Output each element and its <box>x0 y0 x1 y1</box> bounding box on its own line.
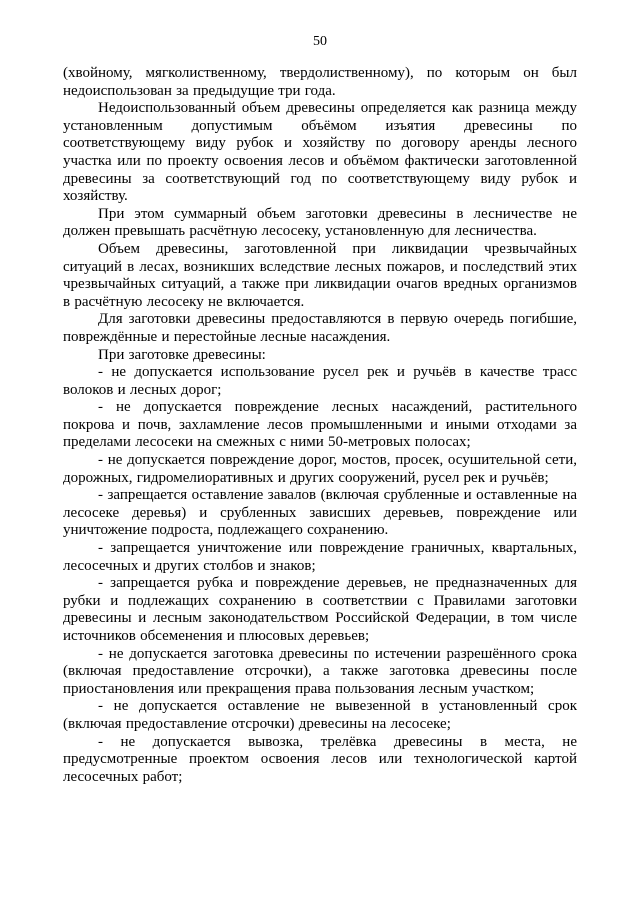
paragraph: При этом суммарный объем заготовки древесины в лесничестве не должен превышать расчётную лесосеку, установленную для лесничества. <box>63 205 577 240</box>
paragraph: Недоиспользованный объем древесины определяется как разница между установленным допустимым объёмом изъятия древесины по соответствующему виду рубок и хозяйству по договору аренды лесного участка или по проекту освоения лесов и объёмом фактически заготовленной древесины за соответствующий год по соответствующему виду рубок и хозяйству. <box>63 100 577 205</box>
page-number: 50 <box>313 34 327 49</box>
list-item: - запрещается оставление завалов (включая срубленные и оставленные на лесосеке деревья) и срубленных зависших деревьев, повреждение или уничтожение подроста, подлежащего сохранению. <box>63 487 577 539</box>
list-item: - не допускается вывозка, трелёвка древесины в места, не предусмотренные проектом освоения лесов или технологической картой лесосечных работ; <box>63 733 577 785</box>
list-item: - запрещается рубка и повреждение деревьев, не предназначенных для рубки и подлежащих сохранению в соответствии с Правилами заготовки древесины и лесным законодательством Российской Федерации, в том числе источников обсеменения и плюсовых деревьев; <box>63 575 577 644</box>
paragraph: (хвойному, мягколиственному, твердолиственному), по которым он был недоиспользован за предыдущие три года. <box>63 65 577 99</box>
document-content <box>63 65 577 786</box>
list-item: - не допускается оставление не вывезенной в установленный срок (включая предоставление отсрочки) древесины на лесосеке; <box>63 698 577 732</box>
list-item: - запрещается уничтожение или повреждение граничных, квартальных, лесосечных и других столбов и знаков; <box>63 540 577 574</box>
paragraph: Объем древесины, заготовленной при ликвидации чрезвычайных ситуаций в лесах, возникших вследствие лесных пожаров, и последствий этих чрезвычайных ситуаций, а также при ликвидации очагов вредных организмов в расчётную лесосеку не включается. <box>63 240 577 310</box>
paragraph: При заготовке древесины: <box>98 346 266 363</box>
list-item: - не допускается повреждение лесных насаждений, растительного покрова и почв, захламление лесов промышленными и иными отходами за пределами лесосеки на смежных с ними 50-метровых полосах; <box>63 399 577 451</box>
list-item: - не допускается повреждение дорог, мостов, просек, осушительной сети, дорожных, гидромелиоративных и других сооружений, русел рек и ручьёв; <box>63 452 577 486</box>
paragraph: Для заготовки древесины предоставляются в первую очередь погибшие, повреждённые и перестойные лесные насаждения. <box>63 311 577 345</box>
list-item: - не допускается использование русел рек и ручьёв в качестве трасс волоков и лесных дорог; <box>63 364 577 398</box>
list-item: - не допускается заготовка древесины по истечении разрешённого срока (включая предоставление отсрочки), а также заготовка древесины после приостановления или прекращения права пользования лесным участком; <box>63 645 577 697</box>
